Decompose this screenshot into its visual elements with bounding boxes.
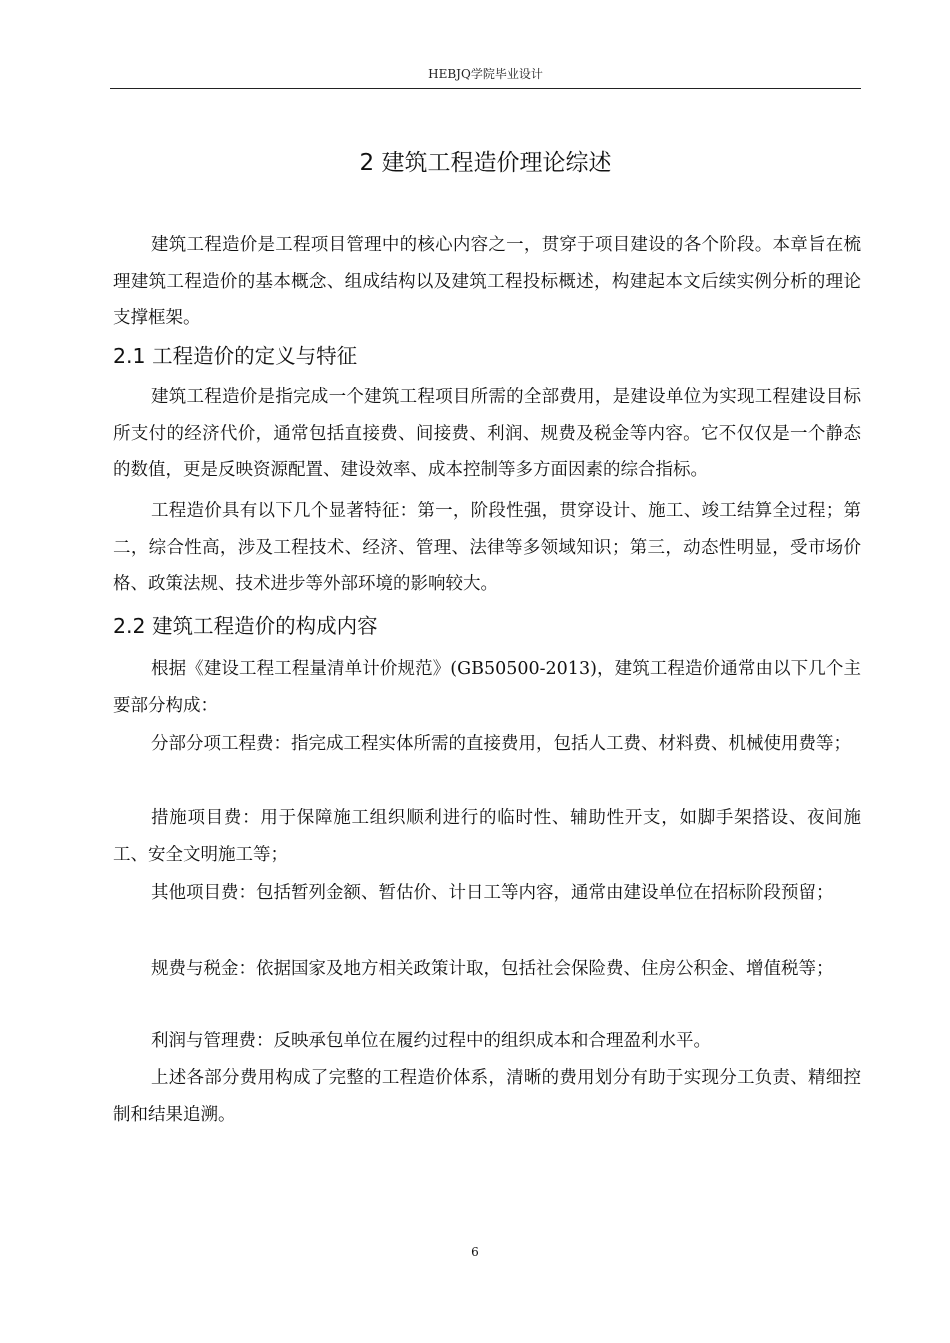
page-number: 6 [471, 1245, 479, 1259]
chapter-title: 2 建筑工程造价理论综述 [359, 150, 612, 176]
section-2-1-paragraph-2: 工程造价具有以下几个显著特征：第一，阶段性强，贯穿设计、施工、竣工结算全过程；第二，综合性高，涉及工程技术、经济、管理、法律等多领域知识；第三，动态性明显，受市场价格、政策法规、技术进步等外部环境的影响较大。 [113, 501, 861, 594]
section-heading-2-2: 2.2 建筑工程造价的构成内容 [113, 614, 378, 638]
section-2-2-item-2: 措施项目费：用于保障施工组织顺利进行的临时性、辅助性开支，如脚手架搭设、夜间施工、安全文明施工等； [113, 808, 861, 865]
section-2-1-paragraph-1: 建筑工程造价是指完成一个建筑工程项目所需的全部费用，是建设单位为实现工程建设目标所支付的经济代价，通常包括直接费、间接费、利润、规费及税金等内容。它不仅仅是一个静态的数值，更是反映资源配置、建设效率、成本控制等多方面因素的综合指标。 [113, 387, 861, 480]
section-2-2-summary: 上述各部分费用构成了完整的工程造价体系，清晰的费用划分有助于实现分工负责、精细控制和结果追溯。 [113, 1068, 861, 1125]
page-header [110, 64, 861, 89]
section-2-2-paragraph-1: 根据《建设工程工程量清单计价规范》(GB50500-2013)，建筑工程造价通常由以下几个主要部分构成： [113, 659, 861, 716]
intro-paragraph: 建筑工程造价是工程项目管理中的核心内容之一，贯穿于项目建设的各个阶段。本章旨在梳理建筑工程造价的基本概念、组成结构以及建筑工程投标概述，构建起本文后续实例分析的理论支撑框架。 [113, 235, 861, 328]
section-2-2-item-4: 规费与税金：依据国家及地方相关政策计取，包括社会保险费、住房公积金、增值税等； [151, 959, 834, 979]
section-heading-2-1: 2.1 工程造价的定义与特征 [113, 344, 358, 368]
section-2-2-item-5: 利润与管理费：反映承包单位在履约过程中的组织成本和合理盈利水平。 [151, 1031, 711, 1051]
section-2-2-item-1: 分部分项工程费：指完成工程实体所需的直接费用，包括人工费、材料费、机械使用费等； [151, 734, 851, 754]
section-2-2-item-3: 其他项目费：包括暂列金额、暂估价、计日工等内容，通常由建设单位在招标阶段预留； [151, 883, 834, 903]
header-text: HEBJQ学院毕业设计 [428, 67, 543, 81]
